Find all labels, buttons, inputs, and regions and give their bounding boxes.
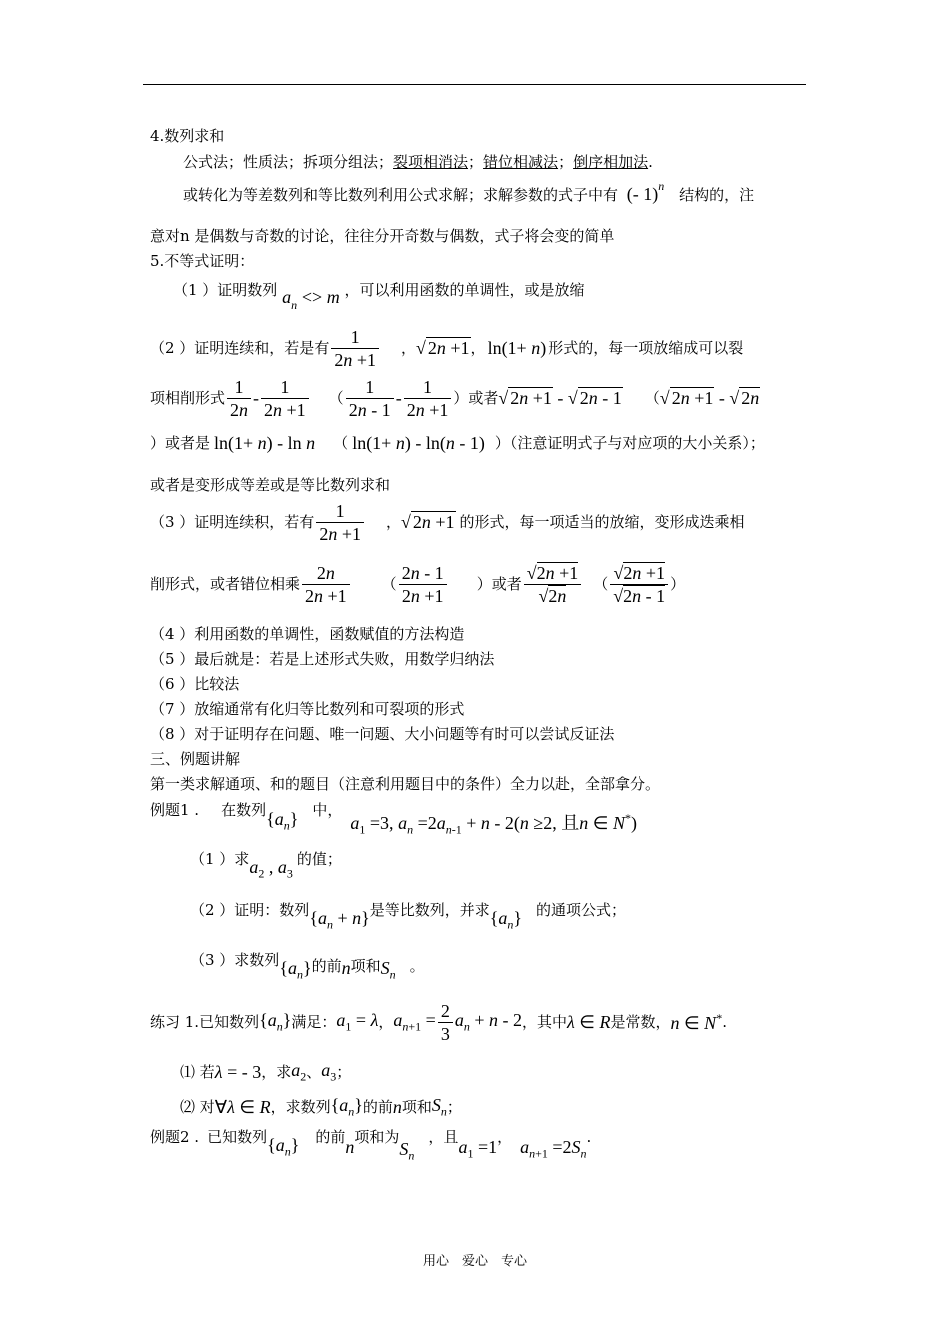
example-1-label: 例题1 .	[150, 801, 200, 819]
page-footer: 用心 爱心 专心	[422, 1254, 527, 1269]
sum-methods-line: 公式法；性质法；拆项分组法；裂项相消法；错位相减法；倒序相加法.	[183, 153, 653, 171]
sum-line-2: 或转化为等差数列和等比数列利用公式求解；求解参数的式子中有 (- 1)$^n$ 结构的，注	[183, 179, 755, 204]
ineq-item-5: （5 ）最后就是：若是上述形式失败，用数学归纳法	[150, 650, 495, 668]
sum-line-3: 意对n 是偶数与奇数的讨论，往往分开奇数与偶数，式子将会变的简单	[150, 227, 615, 245]
section-4-title: 4.数列求和	[150, 127, 225, 145]
section-5-title: 5.不等式证明：	[150, 252, 255, 270]
example-2-label: 例题2 .	[150, 1128, 200, 1146]
method-split-cancel: 裂项相消法	[393, 153, 469, 171]
ineq-item-8: （8 ）对于证明存在问题、唯一问题、大小问题等有时可以尝试反证法	[150, 725, 615, 743]
ineq-item-1: （1 ）证明数列 $a_n <> m$ ，可以利用函数的单调性，或是放缩	[173, 281, 585, 312]
ineq-item-7: （7 ）放缩通常有化归等比数列和可裂项的形式	[150, 700, 465, 718]
method-misalign-subtract: 错位相减法	[483, 153, 559, 171]
ineq-item-2-line3: ）或者是 ln(1+ n) - ln n （ ln(1+ n) - ln(n - 1) ）（注意证明式子与对应项的大小关系）；	[150, 433, 765, 453]
example-1-q3: （3 ）求数列 $\{a_n\}$ 的前 n 项和 $S_n$ 。	[190, 951, 425, 982]
exercise-1-statement: 练习 1. 已知数列 $\{a_n\}$ 满足： $a_1 = \lambda$ ， $a_{n+1}$ = $\frac{2}{3}$ $a_n + n - 2$ ，其中 λ ∈ R 是常数， n ∈ N* .	[150, 1000, 727, 1044]
ineq-item-6: （6 ）比较法	[150, 675, 240, 693]
example-2-statement: 例题2 . 已知数列 $\{a_n\}$ 的前 n 项和为 $S_n$ ，且 $a_1 =1$ ， $a_{n+1} =2S_n$ .	[150, 1128, 592, 1163]
method-reverse-add: 倒序相加法	[573, 153, 649, 171]
example-1-q2: （2 ）证明：数列 $\{a_n + n\}$ 是等比数列，并求 $\{a_n\}$ 的通项公式；	[190, 901, 627, 932]
ineq-item-3-line1: （3 ）证明连续积，若有 $\frac{1}{2n +1}$ ， √ 2n +1 的形式，每一项适当的放缩，变形成迭乘相	[150, 500, 745, 544]
ineq-item-2-line2: 项相削形式 $\frac{1}{2n}$ - $\frac{1}{2n +1}$ （ $\frac{1}{2n - 1}$ - $\frac{1}{2n +1}$ ）或者 √ 2n +1 - √ 2n - 1 （ √ 2n +1 - √ 2n	[150, 376, 760, 420]
exercise-1-label: 练习 1.	[150, 1012, 200, 1031]
exercise-1-q1: ⑴ 若 λ = - 3 ，求 $a_2$ 、 $a_3$ ；	[180, 1060, 352, 1084]
exercise-1-q2: ⑵ 对 ∀λ ∈ R ，求数列 $\{a_n\}$ 的前 n 项和 $S_n$ ；	[180, 1095, 462, 1119]
ineq-item-2-line1: （2 ）证明连续和，若是有 $\frac{1}{2n +1}$ ， √ 2n +1 ， ln(1+ n) 形式的，每一项放缩成可以裂	[150, 326, 744, 370]
ineq-item-4: （4 ）利用函数的单调性，函数赋值的方法构造	[150, 625, 465, 643]
example-1-q1: （1 ）求 $a_2$ , $a_3$ 的值；	[190, 850, 342, 881]
section-3-title: 三、例题讲解	[150, 750, 241, 768]
section-3-intro: 第一类求解通项、和的题目（注意利用题目中的条件）全力以赴，全部拿分。	[150, 775, 661, 793]
header-rule	[143, 84, 806, 85]
ineq-item-3-line2: 削形式，或者错位相乘 $\frac{2n}{2n +1}$ （ $\frac{2n - 1}{2n +1}$ ）或者 $\frac{√2n +1}{√2n}$ （ $\frac{√2n +1}{√2n - 1}$ ）	[150, 562, 686, 606]
ineq-item-2-line4: 或者是变形成等差或是等比数列求和	[150, 476, 391, 494]
example-1-statement: 例题1 . 在数列 $\{a_n\}$ 中， $a_1 =3$, $a_n =2a_{n-1} + n - 2(n \ge 2$, 且n ∈ N*)	[150, 801, 637, 837]
